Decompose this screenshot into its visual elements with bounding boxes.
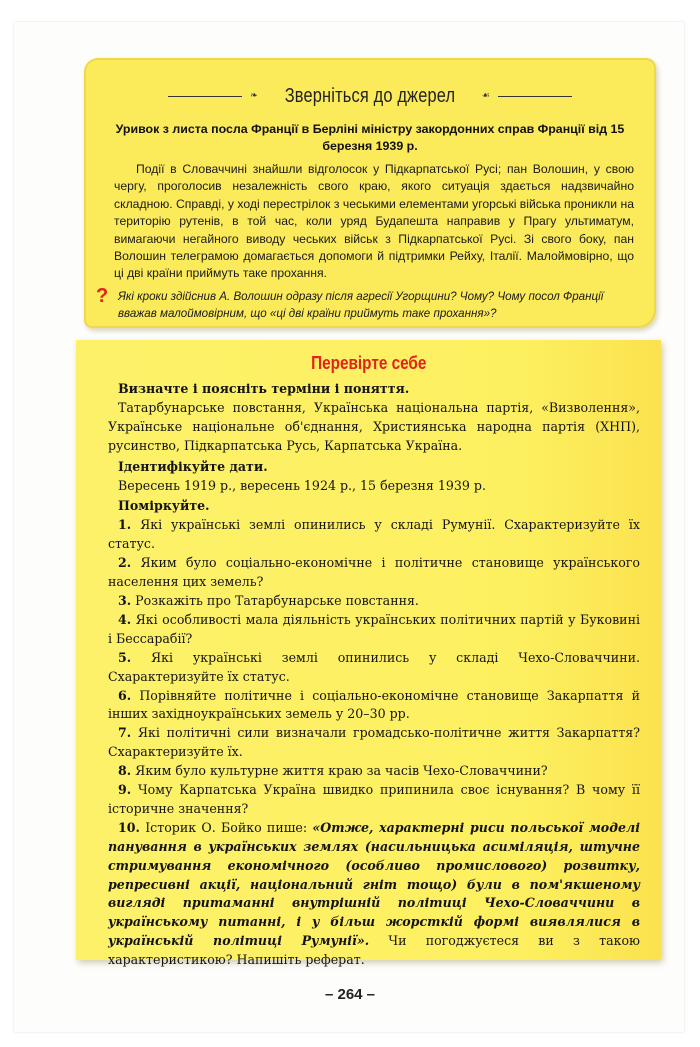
question-number: 6. bbox=[118, 687, 132, 703]
question-item bbox=[108, 724, 640, 762]
question-text: Які українські землі опинились у складі Румунії. Схарактеризуйте їх статус. bbox=[108, 517, 640, 552]
source-subtitle: Уривок з листа посла Франції в Берліні міністру закордонних справ Франції від 15 березня 1939 р. bbox=[115, 122, 625, 153]
check-content bbox=[108, 380, 640, 970]
question-item bbox=[108, 611, 640, 649]
question-intro: Історик О. Бойко пише: bbox=[145, 819, 308, 835]
question-text: Які політичні сили визначали громадсько-політичне життя Закарпаття? Схарактеризуйте їх. bbox=[108, 725, 640, 760]
question-number: 7. bbox=[118, 725, 132, 741]
question-text: Чому Карпатська Україна швидко припинила своє існування? В чому її історичне значення? bbox=[108, 782, 640, 816]
question-item bbox=[108, 687, 640, 725]
question-text: Які особливості мала діяльність українських політичних партій у Буковині і Бессарабії? bbox=[108, 611, 640, 646]
question-item-10 bbox=[108, 819, 640, 970]
dates-heading: Ідентифікуйте дати. bbox=[118, 458, 268, 474]
ornament-icon: ❧ bbox=[250, 91, 258, 101]
question-item bbox=[108, 592, 640, 611]
title-rule-right bbox=[498, 96, 572, 97]
source-question: Які кроки здійснив А. Волошин одразу після агресії Угорщини? Чому? Чому посол Франції вважав малоймовірним, що «ці дві країни приймуть таке прохання»? bbox=[118, 290, 604, 320]
question-number: 5. bbox=[118, 649, 132, 665]
page-number: – 264 – bbox=[324, 986, 376, 1003]
title-rule-left bbox=[168, 96, 242, 97]
terms-text: Татарбунарське повстання, Українська національна партія, «Визволення», Українське національне об'єднання, Християнська народна партія (ХНП), русинство, Підкарпатська Русь, Карпатська Україна. bbox=[108, 399, 640, 453]
question-outro: Чи погоджуєтеся ви з такою характеристикою? Напишіть реферат. bbox=[108, 933, 640, 968]
question-number: 8. bbox=[118, 763, 132, 779]
question-number: 3. bbox=[118, 592, 132, 608]
question-text: Розкажіть про Татарбунарське повстання. bbox=[135, 592, 419, 608]
question-number: 9. bbox=[118, 782, 132, 798]
question-number: 10. bbox=[118, 819, 140, 835]
question-number: 1. bbox=[118, 517, 132, 533]
question-text: Яким було соціально-економічне і політичне становище українського населення цих земель? bbox=[108, 555, 640, 590]
question-item bbox=[108, 762, 640, 781]
question-item bbox=[108, 516, 640, 554]
question-text: Порівняйте політичне і соціально-економічне становище Закарпаття й інших західноукраїнських земель у 20–30 рр. bbox=[108, 687, 640, 722]
question-item bbox=[108, 649, 640, 687]
terms-heading: Визначте і поясніть терміни і поняття. bbox=[118, 381, 410, 396]
question-number: 2. bbox=[118, 555, 132, 571]
ornament-icon: ☙ bbox=[481, 91, 490, 101]
question-text: Яким було культурне життя краю за часів Чехо-Словаччини? bbox=[135, 763, 548, 779]
source-box bbox=[84, 58, 656, 328]
question-text: Які українські землі опинились у складі Чехо-Словаччини. Схарактеризуйте їх статус. bbox=[108, 649, 640, 684]
question-mark-icon: ? bbox=[96, 285, 109, 307]
historian-quote: «Отже, характерні риси польської моделі панування в українських землях (насильницька асиміляція, штучне стримування економічного (особливо промислового) розвитку, репресивні акції, національний гніт тощо) були в пом'якшеному вигляді притаманні внутрішній політиці Чехо-Словаччини в українському питанні, і у більш жорсткій формі виявлялися в українській політиці Румунії». bbox=[108, 819, 640, 949]
think-heading: Поміркуйте. bbox=[118, 498, 210, 514]
check-yourself-box bbox=[76, 340, 661, 968]
question-item bbox=[108, 554, 640, 592]
source-title: Зверніться до джерел bbox=[284, 84, 456, 107]
question-item bbox=[108, 781, 640, 819]
dates-text: Вересень 1919 р., вересень 1924 р., 15 березня 1939 р. bbox=[118, 477, 486, 493]
check-title: Перевірте себе bbox=[310, 352, 427, 373]
check-title-bar bbox=[76, 348, 661, 378]
source-body: Події в Словаччині знайшли відголосок у Підкарпатської Русі; пан Волошин, у свою чергу, проголосив незалежність свого краю, якого ситуація здається надзвичайно складною. Справді, у ході перестрілок з чеськими елементами угорські війська проникли на територію рутенів, в той час, коли уряд Будапешта направив у Прагу ультиматум, вимагаючи негайного виводу чеських військ з Підкарпатської Русі. Зі свого боку, пан Волошин телеграмою домагається допомоги й підтримки Рейху, Італії. Малоймовірно, що ці дві країни приймуть таке прохання. bbox=[114, 162, 634, 281]
question-number: 4. bbox=[118, 611, 132, 627]
source-title-row bbox=[84, 82, 656, 110]
